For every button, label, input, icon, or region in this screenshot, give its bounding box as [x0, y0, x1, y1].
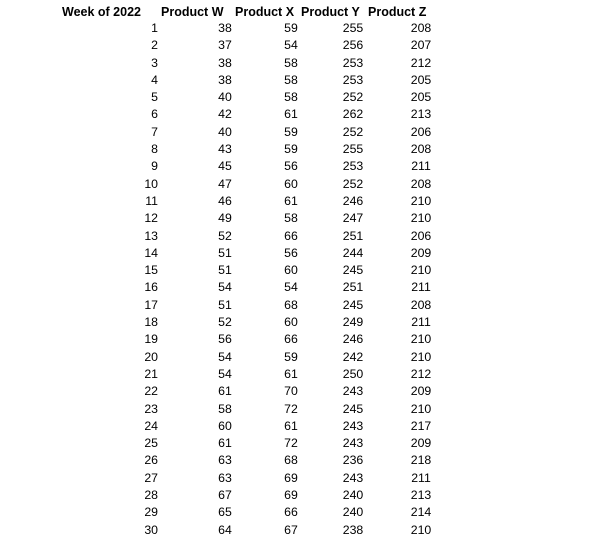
week-cell: 24	[144, 418, 158, 433]
product-x-cell: 68	[284, 297, 298, 312]
table-row	[0, 262, 613, 279]
product-y-cell: 243	[342, 436, 364, 451]
product-w-cell: 54	[218, 349, 232, 364]
product-x-cell: 59	[284, 21, 298, 35]
week-cell: 5	[151, 90, 158, 105]
product-w-cell: 51	[218, 297, 232, 312]
week-cell: 20	[144, 349, 158, 364]
product-x-cell: 61	[284, 193, 298, 208]
product-z-cell: 206	[410, 124, 432, 139]
product-x-cell: 54	[284, 280, 298, 295]
product-y-cell: 262	[342, 107, 364, 122]
product-w-cell: 63	[218, 453, 232, 468]
table-row	[0, 418, 613, 435]
table-row	[0, 210, 613, 227]
product-y-cell: 253	[342, 159, 364, 174]
product-y-cell: 244	[342, 245, 364, 260]
week-cell: 28	[144, 488, 158, 503]
week-cell: 12	[144, 211, 158, 226]
product-z-cell: 210	[410, 263, 432, 278]
product-w-cell: 54	[218, 366, 232, 381]
header-product-y: Product Y	[301, 5, 360, 19]
week-cell: 16	[144, 280, 158, 295]
product-w-cell: 60	[218, 418, 232, 433]
table-row	[0, 176, 613, 193]
product-y-cell: 251	[342, 280, 364, 295]
product-y-cell: 253	[342, 55, 364, 70]
product-w-cell: 43	[218, 142, 232, 157]
product-w-cell: 51	[218, 263, 232, 278]
table-row	[0, 228, 613, 245]
product-x-cell: 59	[284, 349, 298, 364]
product-w-cell: 65	[218, 505, 232, 520]
product-z-cell: 210	[410, 193, 432, 208]
product-y-cell: 245	[342, 263, 364, 278]
product-w-cell: 46	[218, 193, 232, 208]
product-y-cell: 252	[342, 124, 364, 139]
product-w-cell: 37	[218, 38, 232, 53]
product-y-cell: 243	[342, 384, 364, 399]
table-row	[0, 470, 613, 487]
product-z-cell: 210	[410, 211, 432, 226]
product-w-cell: 38	[218, 72, 232, 87]
table-row	[0, 504, 613, 521]
product-z-cell: 208	[410, 142, 432, 157]
product-w-cell: 47	[218, 176, 232, 191]
table-row	[0, 401, 613, 418]
product-x-cell: 67	[284, 522, 298, 537]
product-x-cell: 60	[284, 263, 298, 278]
product-x-cell: 59	[284, 142, 298, 157]
table-row	[0, 383, 613, 400]
table-row	[0, 297, 613, 314]
product-w-cell: 67	[218, 488, 232, 503]
product-x-cell: 72	[284, 401, 298, 416]
product-x-cell: 70	[284, 384, 298, 399]
product-w-cell: 58	[218, 401, 232, 416]
product-y-cell: 245	[342, 297, 364, 312]
header-product-w: Product W	[161, 5, 224, 19]
product-x-cell: 56	[284, 159, 298, 174]
product-x-cell: 58	[284, 211, 298, 226]
product-z-cell: 218	[410, 453, 432, 468]
week-cell: 11	[145, 193, 158, 208]
product-y-cell: 246	[342, 193, 364, 208]
product-z-cell: 206	[410, 228, 432, 243]
product-x-cell: 68	[284, 453, 298, 468]
week-cell: 1	[151, 21, 158, 35]
product-w-cell: 63	[218, 470, 232, 485]
product-x-cell: 69	[284, 488, 298, 503]
product-w-cell: 42	[218, 107, 232, 122]
product-y-cell: 242	[342, 349, 364, 364]
product-w-cell: 64	[218, 522, 232, 537]
product-x-cell: 61	[284, 418, 298, 433]
table-row	[0, 245, 613, 262]
product-y-cell: 246	[342, 332, 364, 347]
product-w-cell: 40	[218, 90, 232, 105]
product-y-cell: 236	[342, 453, 364, 468]
product-x-cell: 61	[284, 366, 298, 381]
table-row	[0, 55, 613, 72]
product-y-cell: 253	[342, 72, 364, 87]
product-w-cell: 61	[218, 384, 232, 399]
product-y-cell: 247	[342, 211, 364, 226]
product-z-cell: 207	[410, 38, 432, 53]
product-z-cell: 205	[410, 72, 432, 87]
product-z-cell: 211	[411, 315, 431, 330]
table-row	[0, 158, 613, 175]
header-week: Week of 2022	[62, 5, 141, 19]
product-y-cell: 243	[342, 418, 364, 433]
product-x-cell: 60	[284, 315, 298, 330]
product-z-cell: 210	[410, 522, 432, 537]
header-product-x: Product X	[235, 5, 295, 19]
week-cell: 13	[144, 228, 158, 243]
product-w-cell: 56	[218, 332, 232, 347]
table-row	[0, 20, 613, 37]
week-cell: 26	[144, 453, 158, 468]
week-cell: 21	[144, 366, 158, 381]
product-x-cell: 69	[284, 470, 298, 485]
product-y-cell: 238	[342, 522, 364, 537]
table-row	[0, 279, 613, 296]
product-z-cell: 212	[410, 55, 432, 70]
product-z-cell: 210	[410, 401, 432, 416]
product-w-cell: 40	[218, 124, 232, 139]
week-cell: 7	[151, 124, 158, 139]
week-cell: 29	[144, 505, 158, 520]
table-row	[0, 106, 613, 123]
week-cell: 25	[144, 436, 158, 451]
product-x-cell: 58	[284, 55, 298, 70]
product-y-cell: 255	[342, 21, 364, 35]
product-x-cell: 60	[284, 176, 298, 191]
header-product-z: Product Z	[368, 5, 427, 19]
product-z-cell: 209	[410, 384, 432, 399]
product-w-cell: 45	[218, 159, 232, 174]
table-row	[0, 349, 613, 366]
product-y-cell: 249	[342, 315, 364, 330]
product-z-cell: 211	[411, 280, 431, 295]
product-w-cell: 51	[218, 245, 232, 260]
table-row	[0, 366, 613, 383]
product-w-cell: 54	[218, 280, 232, 295]
product-y-cell: 251	[342, 228, 364, 243]
product-z-cell: 211	[411, 470, 431, 485]
table-row	[0, 141, 613, 158]
table-row	[0, 89, 613, 106]
week-cell: 27	[144, 470, 158, 485]
week-cell: 15	[144, 263, 158, 278]
table-row	[0, 435, 613, 452]
product-z-cell: 208	[410, 176, 432, 191]
table-row	[0, 452, 613, 469]
week-cell: 17	[144, 297, 158, 312]
week-cell: 19	[144, 332, 158, 347]
product-z-cell: 211	[411, 159, 431, 174]
product-z-cell: 209	[410, 245, 432, 260]
product-x-cell: 54	[284, 38, 298, 53]
product-z-cell: 217	[410, 418, 432, 433]
table-body	[0, 20, 613, 539]
product-y-cell: 245	[342, 401, 364, 416]
week-cell: 30	[144, 522, 158, 537]
product-w-cell: 38	[218, 21, 232, 35]
product-z-cell: 214	[410, 505, 432, 520]
product-y-cell: 240	[342, 488, 364, 503]
product-y-cell: 256	[342, 38, 364, 53]
week-cell: 14	[144, 245, 158, 260]
table-row	[0, 487, 613, 504]
product-z-cell: 212	[410, 366, 432, 381]
product-y-cell: 240	[342, 505, 364, 520]
product-w-cell: 52	[218, 315, 232, 330]
week-cell: 3	[151, 55, 158, 70]
table-row	[0, 522, 613, 539]
product-x-cell: 56	[284, 245, 298, 260]
product-x-cell: 66	[284, 228, 298, 243]
product-z-cell: 213	[410, 488, 432, 503]
product-z-cell: 208	[410, 297, 432, 312]
week-cell: 4	[151, 72, 158, 87]
product-z-cell: 205	[410, 90, 432, 105]
product-x-cell: 58	[284, 90, 298, 105]
product-z-cell: 210	[410, 332, 432, 347]
week-cell: 8	[151, 142, 158, 157]
week-cell: 6	[151, 107, 158, 122]
product-x-cell: 61	[284, 107, 298, 122]
week-cell: 9	[151, 159, 158, 174]
week-cell: 22	[144, 384, 158, 399]
table-row	[0, 124, 613, 141]
product-w-cell: 61	[218, 436, 232, 451]
product-x-cell: 59	[284, 124, 298, 139]
table-row	[0, 314, 613, 331]
week-cell: 18	[144, 315, 158, 330]
week-cell: 23	[144, 401, 158, 416]
product-z-cell: 208	[410, 21, 432, 35]
table-row	[0, 37, 613, 54]
product-z-cell: 213	[410, 107, 432, 122]
product-y-cell: 243	[342, 470, 364, 485]
product-x-cell: 58	[284, 72, 298, 87]
table-row	[0, 193, 613, 210]
product-y-cell: 250	[342, 366, 364, 381]
product-w-cell: 52	[218, 228, 232, 243]
table-row	[0, 331, 613, 348]
product-y-cell: 252	[342, 90, 364, 105]
table-row	[0, 72, 613, 89]
product-w-cell: 38	[218, 55, 232, 70]
product-x-cell: 66	[284, 505, 298, 520]
product-y-cell: 252	[342, 176, 364, 191]
week-cell: 10	[144, 176, 158, 191]
product-z-cell: 209	[410, 436, 432, 451]
week-cell: 2	[151, 38, 158, 53]
product-x-cell: 66	[284, 332, 298, 347]
product-z-cell: 210	[410, 349, 432, 364]
product-x-cell: 72	[284, 436, 298, 451]
product-y-cell: 255	[342, 142, 364, 157]
product-w-cell: 49	[218, 211, 232, 226]
